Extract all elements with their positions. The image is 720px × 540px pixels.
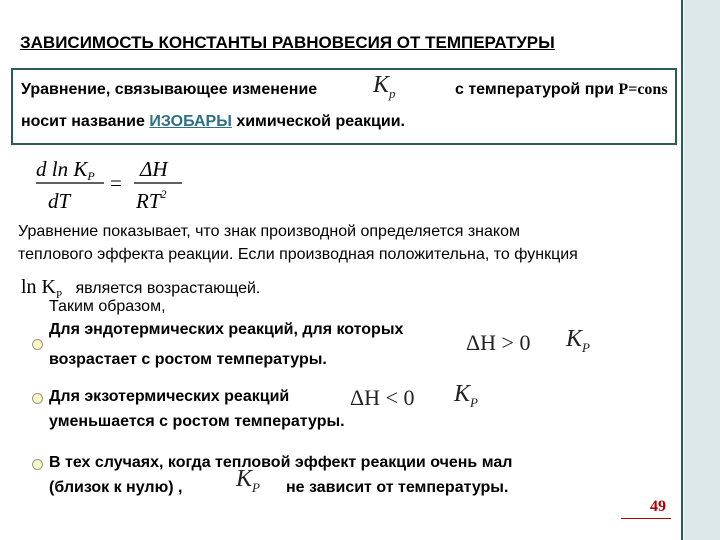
- delta-h-positive: ΔH > 0: [466, 330, 531, 355]
- endothermic-line2: возрастает с ростом температуры.: [49, 351, 327, 368]
- exothermic-line1: Для экзотермических реакций: [49, 388, 290, 405]
- eq-lhs-denominator: dT: [48, 189, 71, 213]
- small-effect-line2-end: не зависит от температуры.: [286, 479, 509, 496]
- eq-rhs-denominator: $RT^2$: [136, 187, 167, 213]
- slide-title: ЗАВИСИМОСТЬ КОНСТАНТЫ РАВНОВЕСИЯ ОТ ТЕМПЕРАТУРЫ: [20, 33, 555, 52]
- endothermic-line1: Для эндотермических реакций, для которых: [49, 321, 404, 338]
- kp-symbol-small-effect: $K_P$: [236, 466, 260, 495]
- kp-symbol-exothermic: $K_P$: [454, 381, 478, 410]
- bullet-icon: [32, 459, 43, 470]
- right-sidebar: [684, 0, 720, 540]
- sidebar-divider: [681, 0, 683, 540]
- definition-line1: Уравнение, связывающее изменение: [21, 81, 318, 98]
- definition-line1-end: с температурой при P=cons: [455, 81, 668, 98]
- paragraph-line1: Уравнение показывает, что знак производной определяется знаком: [18, 223, 520, 240]
- definition-line2: носит название ИЗОБАРЫ химической реакции.: [21, 113, 405, 130]
- isobar-keyword: ИЗОБАРЫ: [149, 113, 232, 130]
- paragraph-line2: теплового эффекта реакции. Если производная положительна, то функция: [18, 246, 578, 263]
- small-effect-line1: В тех случаях, когда тепловой эффект реакции очень мал: [49, 454, 513, 471]
- eq-equals: =: [110, 171, 122, 195]
- eq-rhs-numerator: ΔH: [140, 157, 168, 181]
- eq-lhs-numerator: d ln KP: [36, 157, 95, 183]
- thus-text: Таким образом,: [49, 298, 166, 315]
- page-number-underline: [621, 518, 671, 519]
- isobar-equation: [36, 152, 186, 214]
- page-number: 49: [650, 498, 666, 515]
- delta-h-negative: ΔH < 0: [350, 385, 415, 410]
- ln-kp-line: $\ln K_P$ является возрастающей.: [21, 276, 261, 301]
- definition-frame: [11, 68, 677, 145]
- explanation-paragraph: [18, 220, 578, 266]
- small-effect-line2: (близок к нулю) ,: [49, 479, 183, 496]
- exothermic-line2: уменьшается с ростом температуры.: [49, 413, 345, 430]
- p-const-text: P=cons: [618, 81, 668, 98]
- kp-symbol-endothermic: $K_P$: [566, 326, 590, 355]
- kp-symbol-definition: $K_p$: [373, 72, 396, 101]
- bullet-icon: [32, 339, 43, 350]
- bullet-icon: [32, 393, 43, 404]
- increasing-text: является возрастающей.: [75, 280, 261, 297]
